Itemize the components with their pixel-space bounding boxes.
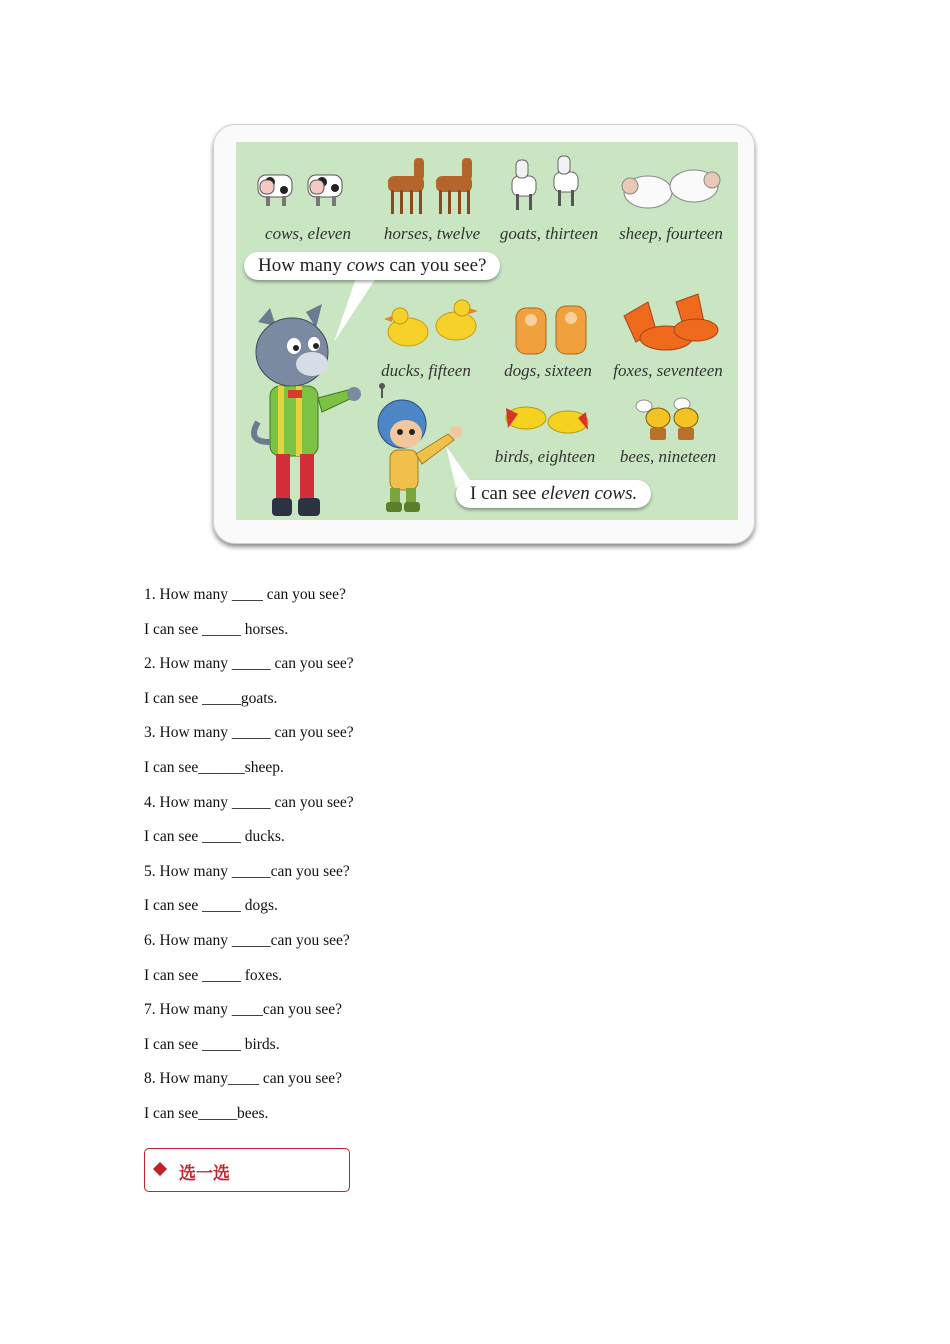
answer-text-em: eleven cows.: [541, 483, 638, 504]
animal-label-sheep: sheep, fourteen: [619, 224, 723, 243]
exercise-line: 5. How many _____can you see?: [144, 862, 350, 880]
exercise-line: I can see _____ ducks.: [144, 828, 285, 846]
exercise-line: 4. How many _____ can you see?: [144, 793, 354, 811]
exercise-line: I can see _____ dogs.: [144, 897, 278, 915]
exercise-line: I can see_____bees.: [144, 1104, 269, 1122]
exercise-line: 3. How many _____ can you see?: [144, 724, 354, 742]
illustration-panel: [236, 142, 738, 520]
sheep-picture: [622, 170, 720, 208]
exercise-line: 8. How many____ can you see?: [144, 1070, 343, 1088]
exercise-line: I can see _____goats.: [144, 689, 278, 707]
dogs-picture: [516, 306, 586, 354]
boy-character: [378, 383, 462, 512]
animal-label-bees: bees, nineteen: [619, 447, 717, 466]
question-speech-bubble: [244, 252, 500, 280]
exercise-line: I can see _____ birds.: [144, 1035, 280, 1053]
birds-picture: [506, 407, 588, 433]
exercise-line: 6. How many _____can you see?: [144, 931, 350, 949]
exercise-line: 1. How many ____ can you see?: [144, 586, 346, 603]
answer-speech-bubble: [456, 480, 651, 508]
animal-label-ducks: ducks, fifteen: [381, 361, 471, 380]
bees-picture: [636, 398, 698, 440]
animal-label-horses: horses, twelve: [383, 224, 481, 243]
answer-text-pre: I can see: [470, 483, 542, 504]
exercise-line: I can see _____ horses.: [144, 620, 289, 638]
animal-label-goats: goats, thirteen: [499, 224, 599, 243]
exercise-lines: [144, 580, 354, 1134]
animal-label-cows: cows, eleven: [265, 224, 351, 243]
question-text-em: cows: [346, 255, 385, 276]
question-text-post: can you see?: [384, 255, 487, 276]
ducks-picture: [384, 300, 478, 346]
section-title: 选一选: [179, 1164, 230, 1184]
animal-label-birds: birds, eighteen: [494, 447, 596, 466]
cat-character: [254, 304, 361, 516]
question-text-pre: How many: [258, 255, 347, 276]
diamond-bullet-icon: [153, 1162, 167, 1176]
section-header-box: [144, 1148, 350, 1192]
animal-label-foxes: foxes, seventeen: [613, 361, 723, 380]
question-bubble-tail: [334, 278, 376, 342]
exercise-line: 2. How many _____ can you see?: [144, 655, 354, 673]
goats-picture: [512, 156, 578, 210]
exercise-line: I can see______sheep.: [144, 758, 284, 776]
horses-picture: [388, 158, 472, 214]
foxes-picture: [624, 294, 718, 350]
exercise-line: 7. How many ____can you see?: [144, 1001, 343, 1019]
animal-label-dogs: dogs, sixteen: [504, 361, 592, 380]
cows-picture: [258, 175, 342, 206]
exercise-line: I can see _____ foxes.: [144, 966, 283, 984]
